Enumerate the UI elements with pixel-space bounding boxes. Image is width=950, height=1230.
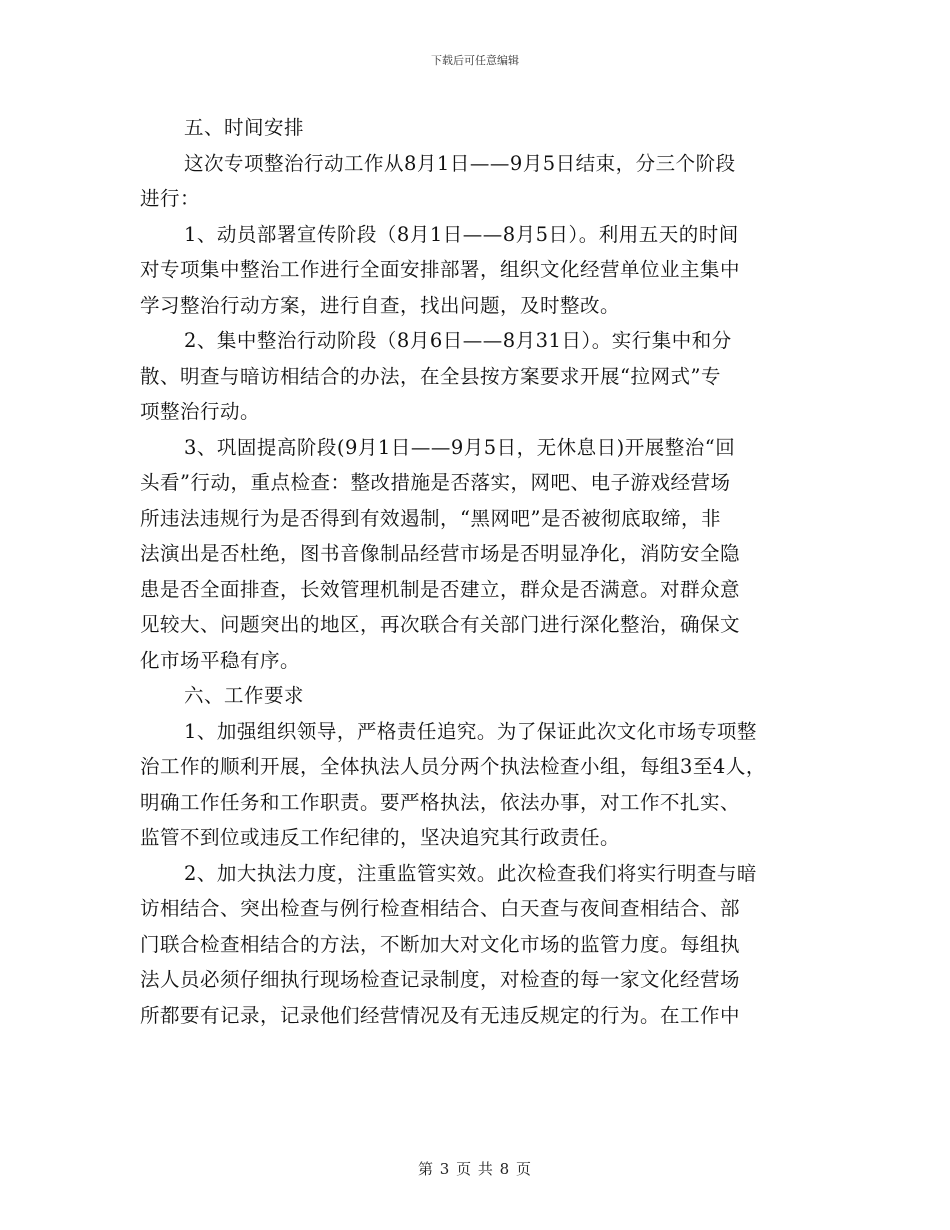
paragraph-line: 所都要有记录，记录他们经营情况及有无违反规定的行为。在工作中 bbox=[140, 1003, 741, 1027]
page-footer: 第 3 页 共 8 页 bbox=[418, 1160, 532, 1178]
paragraph-line: 法演出是否杜绝，图书音像制品经营市场是否明显净化，消防安全隐 bbox=[140, 542, 741, 565]
document-body bbox=[140, 110, 820, 1033]
paragraph-line: 散、明查与暗访相结合的办法，在全县按方案要求开展“拉网式”专 bbox=[140, 364, 721, 388]
paragraph-line: 法人员必须仔细执行现场检查记录制度，对检查的每一家文化经营场 bbox=[140, 968, 741, 991]
paragraph-line: 这次专项整治行动工作从8月1日——9月5日结束，分三个阶段 bbox=[184, 151, 736, 175]
section-heading: 六、工作要求 bbox=[184, 684, 305, 707]
paragraph-line: 头看”行动，重点检查：整改措施是否落实，网吧、电子游戏经营场 bbox=[140, 471, 731, 494]
paragraph-line: 所违法违规行为是否得到有效遏制，“黑网吧”是否被彻底取缔，非 bbox=[140, 506, 721, 530]
paragraph-line: 患是否全面排查，长效管理机制是否建立，群众是否满意。对群众意 bbox=[140, 577, 741, 601]
paragraph-line: 学习整治行动方案，进行自查，找出问题，及时整改。 bbox=[140, 293, 621, 317]
paragraph-line: 2、加大执法力度，注重监管实效。此次检查我们将实行明查与暗 bbox=[184, 861, 757, 885]
paragraph-line: 2、集中整治行动阶段（8月6日——8月31日）。实行集中和分 bbox=[184, 329, 732, 352]
paragraph-line: 3、巩固提高阶段(9月1日——9月5日，无休息日)开展整治“回 bbox=[184, 435, 736, 459]
paragraph-line: 化市场平稳有序。 bbox=[140, 648, 301, 672]
paragraph-line: 门联合检查相结合的方法，不断加大对文化市场的监管力度。每组执 bbox=[140, 932, 741, 956]
paragraph-line: 进行： bbox=[140, 187, 201, 210]
paragraph-line: 访相结合、突出检查与例行检查相结合、白天查与夜间查相结合、部 bbox=[140, 897, 741, 920]
paragraph-line: 见较大、问题突出的地区，再次联合有关部门进行深化整治，确保文 bbox=[140, 613, 741, 636]
paragraph-line: 1、加强组织领导，严格责任追究。为了保证此次文化市场专项整 bbox=[184, 719, 757, 743]
page-header: 下载后可任意编辑 bbox=[431, 54, 519, 67]
paragraph-line: 治工作的顺利开展，全体执法人员分两个执法检查小组，每组3至4人， bbox=[140, 755, 766, 778]
paragraph-line: 对专项集中整治工作进行全面安排部署，组织文化经营单位业主集中 bbox=[140, 258, 741, 281]
paragraph-line: 明确工作任务和工作职责。要严格执法，依法办事，对工作不扎实、 bbox=[140, 790, 741, 814]
paragraph-line: 项整治行动。 bbox=[140, 400, 261, 423]
section-heading: 五、时间安排 bbox=[184, 116, 305, 139]
paragraph-line: 1、动员部署宣传阶段（8月1日——8月5日）。利用五天的时间 bbox=[184, 222, 739, 246]
paragraph-line: 监管不到位或违反工作纪律的，坚决追究其行政责任。 bbox=[140, 826, 621, 849]
